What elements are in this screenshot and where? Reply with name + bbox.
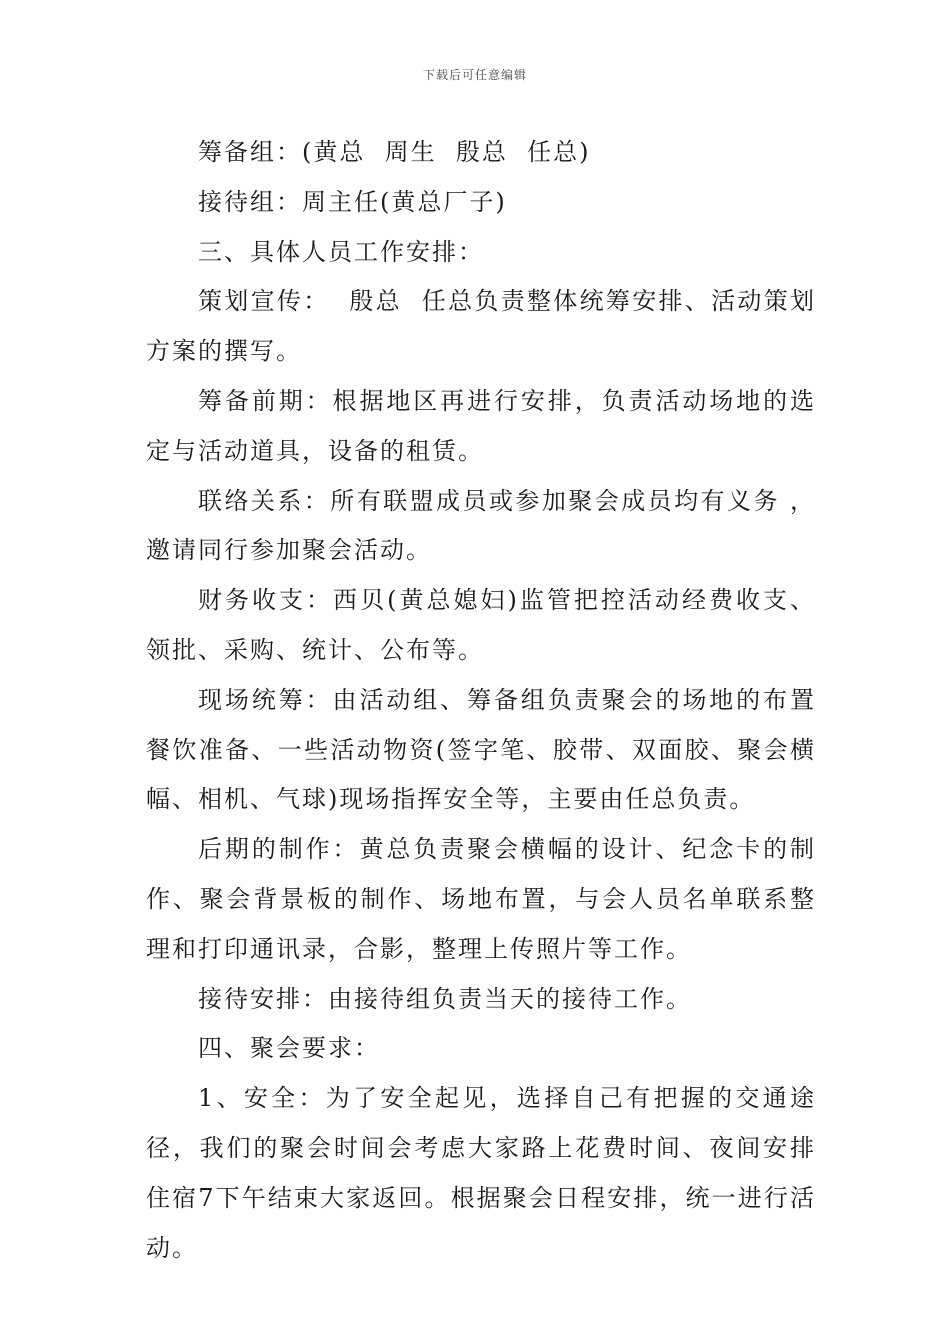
- paragraph-safety: 1、安全：为了安全起见，选择自己有把握的交通途径，我们的聚会时间会考虑大家路上花费时间、夜间安排住宿7下午结束大家返回。根据聚会日程安排，统一进行活动。: [146, 1084, 816, 1262]
- paragraph-liaison: 联络关系：所有联盟成员或参加聚会成员均有义务 ，邀请同行参加聚会活动。: [146, 486, 816, 565]
- paragraph-finance: 财务收支：西贝(黄总媳妇)监管把控活动经费收支、领批、采购、统计、公布等。: [146, 586, 816, 664]
- document-body: [146, 128, 816, 1273]
- paragraph-early-preparation: 筹备前期：根据地区再进行安排，负责活动场地的选定与活动道具，设备的租赁。: [146, 386, 816, 465]
- paragraph-preparation-group: 筹备组：(黄总 周生 殷总 任总): [198, 138, 591, 166]
- header-note: 下载后可任意编辑: [422, 68, 527, 82]
- paragraph-onsite-coordination: 现场统筹：由活动组、筹备组负责聚会的场地的布置餐饮准备、一些活动物资(签字笔、胶带、双面胶、聚会横幅、相机、气球)现场指挥安全等，主要由任总负责。: [146, 685, 816, 814]
- paragraph-reception-arrangement: 接待安排：由接待组负责当天的接待工作。: [198, 984, 692, 1013]
- paragraph-planning-publicity: 策划宣传： 殷总 任总负责整体统筹安排、活动策划方案的撰写。: [146, 287, 816, 366]
- section-heading-staff-arrangement: 三、具体人员工作安排：: [198, 237, 484, 266]
- section-heading-gathering-requirements: 四、聚会要求：: [198, 1034, 380, 1063]
- paragraph-post-production: 后期的制作：黄总负责聚会横幅的设计、纪念卡的制作、聚会背景板的制作、场地布置，与会人员名单联系整理和打印通讯录，合影，整理上传照片等工作。: [146, 835, 816, 963]
- paragraph-reception-group: 接待组：周主任(黄总厂子): [198, 187, 507, 216]
